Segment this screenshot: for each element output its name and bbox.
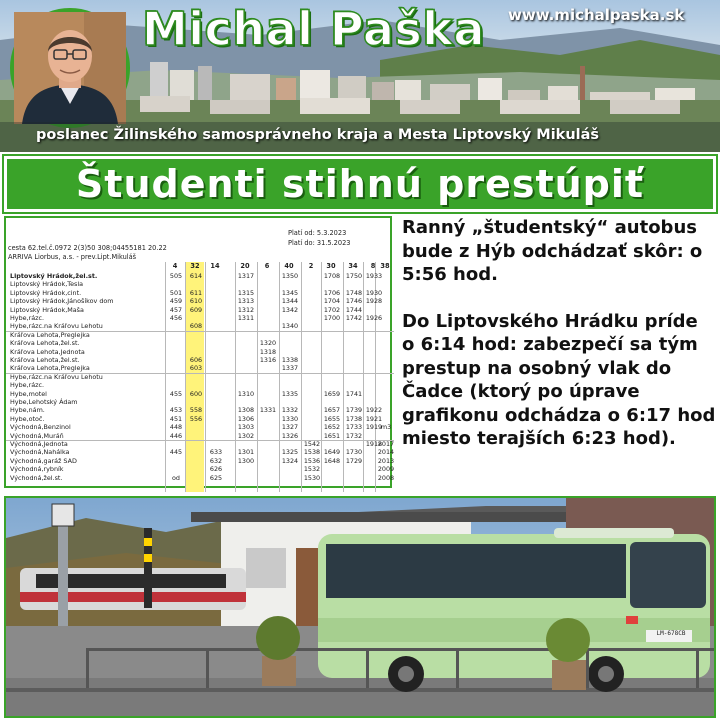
timetable-row (6, 356, 394, 364)
timetable-time-cell: 2013 (377, 456, 395, 465)
timetable-time-cell: 1733 (345, 423, 363, 432)
timetable-time-cell: 1317 (237, 272, 255, 280)
timetable-time-cell: 1318 (259, 347, 277, 356)
timetable-time-cell: 1648 (323, 456, 341, 465)
bus-timetable (4, 216, 395, 488)
timetable-time-cell: 1536 (303, 456, 321, 465)
timetable-stop-name: Kráľova Lehota,žel.st. (10, 356, 80, 364)
timetable-stop-name: Hybe,rázc. (10, 314, 45, 322)
timetable-column-header: 14 (210, 262, 220, 270)
article-paragraph-2: Do Liptovského Hrádku príde o 6:14 hod: zabezpečí sa tým prestup na osobný vlak do Čadce (ktorý po úprave grafikonu odchádza o 6:17 hod miesto terajších 6:23 hod). (402, 310, 716, 449)
timetable-row (6, 457, 394, 465)
timetable-stop-name: Kráľova Lehota,Jednota (10, 347, 85, 356)
timetable-stop-name: Východná,žel.st. (10, 473, 63, 482)
timetable-stop-name: Hybe,rázc. (10, 381, 45, 390)
timetable-column-header: 32 (190, 262, 200, 270)
timetable-time-cell: 1350 (281, 272, 299, 280)
timetable-time-cell: 610 (189, 297, 203, 306)
timetable-time-cell: 1332 (281, 406, 299, 415)
timetable-row (6, 448, 394, 456)
timetable-column-header: 6 (264, 262, 270, 270)
timetable-time-cell: 1655 (323, 414, 341, 423)
timetable-time-cell: 1651 (323, 431, 341, 440)
timetable-time-cell: 608 (189, 322, 203, 331)
timetable-stop-name: Liptovský Hrádok,Jánošíkov dom (10, 297, 114, 306)
timetable-stop-name: Hybe,nám. (10, 406, 45, 415)
timetable-time-cell: 446 (169, 431, 183, 440)
timetable-time-cell: 1739 (345, 406, 363, 415)
article-text (402, 216, 716, 451)
timetable-time-cell: 1327 (281, 423, 299, 432)
timetable-time-cell: od (172, 473, 180, 482)
timetable-row (6, 280, 394, 288)
timetable-time-cell: 1918 (365, 440, 383, 448)
timetable-row (6, 331, 394, 339)
timetable-time-cell: 2009 (377, 465, 395, 474)
timetable-time-cell: 1922 (365, 406, 383, 415)
timetable-stop-name: Východná,garáž SAD (10, 456, 77, 465)
timetable-row (6, 373, 394, 381)
timetable-time-cell: 1303 (237, 423, 255, 432)
timetable-time-cell: 626 (209, 465, 223, 474)
bus-and-train-scene (6, 498, 714, 716)
timetable-time-cell: 1306 (237, 414, 255, 423)
timetable-time-cell: 1652 (323, 423, 341, 432)
timetable-time-cell: 1542 (303, 440, 321, 448)
timetable-time-cell: 1919 (365, 423, 383, 432)
timetable-time-cell: 600 (189, 389, 203, 398)
timetable-time-cell: 1320 (259, 339, 277, 348)
timetable-time-cell: 1702 (323, 305, 341, 314)
timetable-time-cell: 1933 (365, 272, 383, 280)
timetable-time-cell: 1326 (281, 431, 299, 440)
timetable-time-cell: 1706 (323, 288, 341, 297)
timetable-time-cell: 558 (189, 406, 203, 415)
timetable-stop-name: Liptovský Hrádok,žel.st. (10, 272, 98, 280)
timetable-time-cell: 1750 (345, 272, 363, 280)
timetable-column-header: 38 (380, 262, 390, 270)
timetable-time-cell: 1538 (303, 448, 321, 457)
timetable-stop-name: Kráľova Lehota,žel.st. (10, 339, 80, 348)
timetable-row (6, 415, 394, 423)
timetable-time-cell: 1659 (323, 389, 341, 398)
headline: Študenti stihnú prestúpiť (75, 162, 645, 206)
timetable-time-cell: 1732 (345, 431, 363, 440)
timetable-time-cell: 1729 (345, 456, 363, 465)
headline-banner (4, 156, 716, 212)
timetable-time-cell: 1308 (237, 406, 255, 415)
timetable-time-cell: 1315 (237, 288, 255, 297)
timetable-row (6, 390, 394, 398)
timetable-time-cell: 1301 (237, 448, 255, 457)
timetable-time-cell: 603 (189, 364, 203, 373)
timetable-row (6, 440, 394, 448)
timetable-time-cell: 455 (169, 389, 183, 398)
timetable-time-cell: 1704 (323, 297, 341, 306)
author-subtitle: poslanec Žilinského samosprávneho kraja a Mesta Liptovský Mikuláš (36, 127, 600, 143)
timetable-time-cell: 1530 (303, 473, 321, 482)
timetable-time-cell: 1744 (345, 305, 363, 314)
timetable-stop-name: Východná,Muráň (10, 431, 64, 440)
timetable-time-cell: 453 (169, 406, 183, 415)
timetable-stop-name: Hybe,otoč. (10, 414, 45, 423)
timetable-row (6, 474, 394, 482)
timetable-time-cell: 1325 (281, 448, 299, 457)
timetable-route: cesta 62.tel.č.0972 2(3)50 308;04455181 20.22 (8, 244, 167, 252)
timetable-stop-name: Hybe,motel (10, 389, 47, 398)
bus-license-plate: LM-678CB (656, 630, 686, 637)
timetable-time-cell: 1741 (345, 389, 363, 398)
timetable-column-header: 30 (326, 262, 336, 270)
timetable-row (6, 314, 394, 322)
timetable-stop-name: Liptovský Hrádok,Tesla (10, 280, 84, 289)
timetable-row (6, 381, 394, 389)
timetable-time-cell: 1700 (323, 314, 341, 322)
timetable-time-cell: 451 (169, 414, 183, 423)
timetable-time-cell: 1708 (323, 272, 341, 280)
timetable-time-cell: 609 (189, 305, 203, 314)
timetable-time-cell: m3 (380, 423, 392, 432)
timetable-time-cell: 2014 (377, 448, 395, 457)
author-avatar (10, 8, 130, 128)
website-link[interactable]: www.michalpaska.sk (508, 6, 685, 24)
timetable-row (6, 406, 394, 414)
timetable-row (6, 272, 394, 280)
timetable-row (6, 465, 394, 473)
timetable-time-cell: 625 (209, 473, 223, 482)
timetable-time-cell: 448 (169, 423, 183, 432)
timetable-time-cell: 1337 (281, 364, 299, 373)
timetable-time-cell: 1344 (281, 297, 299, 306)
timetable-row (6, 423, 394, 431)
timetable-time-cell: 556 (189, 414, 203, 423)
timetable-time-cell: 457 (169, 305, 183, 314)
timetable-column-header: 40 (284, 262, 294, 270)
timetable-time-cell: 459 (169, 297, 183, 306)
timetable-time-cell: 501 (169, 288, 183, 297)
timetable-time-cell: 1738 (345, 414, 363, 423)
timetable-time-cell: 1302 (237, 431, 255, 440)
timetable-time-cell: 1311 (237, 314, 255, 322)
timetable-time-cell: 1926 (365, 314, 383, 322)
timetable-time-cell: 1649 (323, 448, 341, 457)
timetable-time-cell: 633 (209, 448, 223, 457)
timetable-carrier: ARRIVA Liorbus, a.s. - prev.Lipt.Mikuláš (8, 253, 137, 261)
timetable-time-cell: 456 (169, 314, 183, 322)
timetable-stop-name: Východná,Benzinol (10, 423, 71, 432)
timetable-valid-from: Platí od: 5.3.2023 (288, 229, 347, 237)
bus-station-photo (4, 496, 716, 718)
timetable-time-cell: 1342 (281, 305, 299, 314)
timetable-time-cell: 1330 (281, 414, 299, 423)
timetable-time-cell: 1312 (237, 305, 255, 314)
timetable-stop-name: Východná,Nahálka (10, 448, 70, 457)
timetable-time-cell: 1921 (365, 414, 383, 423)
timetable-time-cell: 1310 (237, 389, 255, 398)
timetable-row (6, 348, 394, 356)
timetable-time-cell: 1331 (259, 406, 277, 415)
timetable-validity (288, 228, 350, 248)
timetable-column-header: 34 (348, 262, 358, 270)
timetable-column-header: 4 (172, 262, 178, 270)
timetable-time-cell: 1930 (365, 288, 383, 297)
timetable-time-cell: 1928 (365, 297, 383, 306)
timetable-time-cell: 1748 (345, 288, 363, 297)
timetable-row (6, 289, 394, 297)
timetable-time-cell: 606 (189, 356, 203, 364)
timetable-stop-name: Liptovský Hrádok,Maša (10, 305, 84, 314)
timetable-row (6, 364, 394, 372)
timetable-time-cell: 1730 (345, 448, 363, 457)
timetable-time-cell: 1742 (345, 314, 363, 322)
header-banner (0, 0, 720, 152)
timetable-column-header: 8 (370, 262, 376, 270)
timetable-time-cell: 1345 (281, 288, 299, 297)
timetable-time-cell: 1313 (237, 297, 255, 306)
timetable-row (6, 339, 394, 347)
timetable-row (6, 398, 394, 406)
timetable-stop-name: Hybe,rázc.na Kráľovu Lehotu (10, 322, 103, 331)
timetable-time-cell: 2017 (377, 440, 395, 448)
timetable-time-cell: 1338 (281, 356, 299, 364)
timetable-time-cell: 1746 (345, 297, 363, 306)
timetable-time-cell: 632 (209, 456, 223, 465)
timetable-time-cell: 1316 (259, 356, 277, 364)
timetable-stop-name: Východná,Jednota (10, 440, 68, 448)
timetable-time-cell: 1657 (323, 406, 341, 415)
timetable-time-cell: 611 (189, 288, 203, 297)
timetable-time-cell: 1324 (281, 456, 299, 465)
timetable-stop-name: Hybe,rázc.na Kráľovu Lehotu (10, 372, 103, 381)
timetable-row (6, 432, 394, 440)
timetable-row (6, 297, 394, 305)
timetable-stop-name: Východná,rybník (10, 465, 64, 474)
timetable-time-cell: 505 (169, 272, 183, 280)
timetable-time-cell: 2008 (377, 473, 395, 482)
author-portrait-icon (14, 12, 126, 124)
article-paragraph-1: Ranný „študentský“ autobus bude z Hýb odchádzať skôr: o 5:56 hod. (402, 217, 703, 285)
timetable-time-cell: 1335 (281, 389, 299, 398)
timetable-time-cell: 1300 (237, 456, 255, 465)
timetable-stop-name: Liptovský Hrádok,cint. (10, 288, 82, 297)
timetable-time-cell: 1532 (303, 465, 321, 474)
timetable-column-header: 2 (308, 262, 314, 270)
timetable-valid-to: Platí do: 31.5.2023 (288, 239, 351, 247)
author-name: Michal Paška (142, 2, 485, 56)
timetable-stop-name: Kráľova Lehota,Preglejka (10, 330, 90, 339)
timetable-time-cell: 614 (189, 272, 203, 280)
timetable-time-cell: 445 (169, 448, 183, 457)
timetable-stop-name: Hybe,Lehotský Ádam (10, 398, 78, 406)
timetable-row (6, 306, 394, 314)
timetable-stop-name: Kráľova Lehota,Preglejka (10, 364, 90, 373)
timetable-column-header: 20 (240, 262, 250, 270)
timetable-time-cell: 1340 (281, 322, 299, 331)
timetable-row (6, 322, 394, 330)
